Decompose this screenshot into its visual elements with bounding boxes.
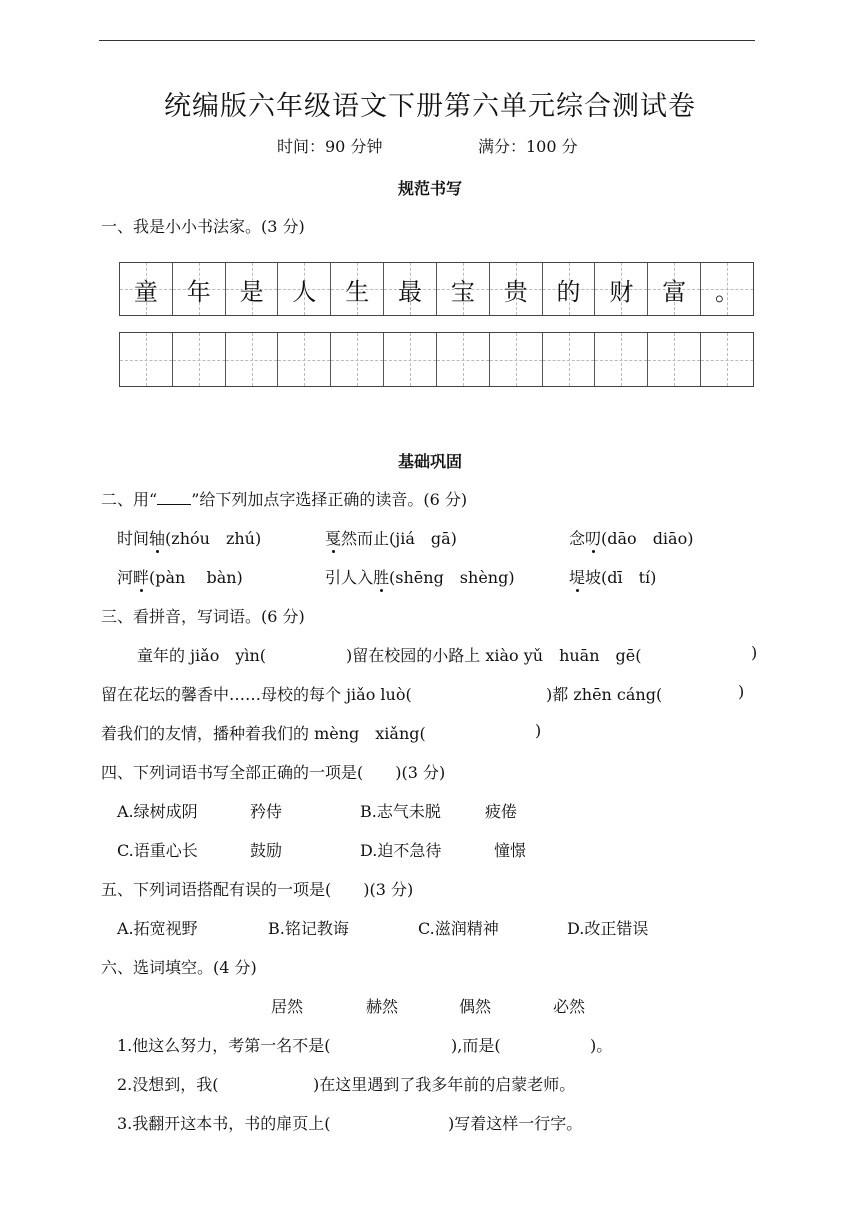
q4-prompt: 四、下列词语书写全部正确的一项是( )(3 分) <box>101 763 446 782</box>
practice-cell[interactable] <box>331 333 384 386</box>
exam-score: 满分：100 分 <box>478 137 578 156</box>
q6-word-2: 赫然 <box>366 997 399 1016</box>
model-cell <box>384 263 437 315</box>
q2-item-pinyin: (pàn bàn) <box>149 568 243 587</box>
q4-option-a-word: 矜侍 <box>250 802 283 821</box>
model-cell <box>701 263 753 315</box>
model-char: 。 <box>715 277 740 306</box>
q3-line-3b: ) <box>535 721 542 740</box>
exam-time: 时间：90 分钟 <box>277 137 383 156</box>
top-rule <box>99 40 755 41</box>
q2-item-pinyin: 然而止(jiá gā) <box>341 529 457 548</box>
model-cell <box>595 263 648 315</box>
q3-line-2b: )都 zhēn cáng( <box>546 685 663 704</box>
q5-option-c[interactable]: C.滋润精神 <box>418 919 499 938</box>
calligraphy-model-grid <box>119 262 754 316</box>
model-cell <box>120 263 173 315</box>
q4-option-b-word: 疲倦 <box>485 802 518 821</box>
practice-cell[interactable] <box>120 333 173 386</box>
q6-sentence-2a: 2.没想到，我( <box>117 1075 219 1094</box>
model-char: 童 <box>133 277 158 306</box>
q4-option-c-word: 鼓励 <box>250 841 283 860</box>
page-title: 统编版六年级语文下册第六单元综合测试卷 <box>164 91 696 122</box>
q2-item-6[interactable] <box>569 565 656 588</box>
q6-sentence-3a: 3.我翻开这本书，书的扉页上( <box>117 1114 331 1133</box>
q3-line-1b: )留在校园的小路上 xiào yǔ huān gē( <box>346 646 642 665</box>
q3-line-1a: 童年的 jiǎo yìn( <box>137 646 267 665</box>
dotted-char: 叨 <box>585 529 602 548</box>
model-char: 的 <box>556 277 581 306</box>
model-cell <box>490 263 543 315</box>
model-char: 最 <box>398 277 423 306</box>
q4-option-c[interactable]: C.语重心长 <box>117 841 198 860</box>
calligraphy-practice-grid[interactable] <box>119 332 754 387</box>
q6-sentence-2b: )在这里遇到了我多年前的启蒙老师。 <box>313 1075 576 1094</box>
q3-line-3a: 着我们的友情，播种着我们的 mèng xiǎng( <box>101 724 426 743</box>
q2-prompt-end: ”给下列加点字选择正确的读音。(6 分) <box>191 490 468 509</box>
q4-option-a[interactable]: A.绿树成阴 <box>117 802 198 821</box>
model-char: 宝 <box>450 277 475 306</box>
q6-word-3: 偶然 <box>459 997 492 1016</box>
model-char: 生 <box>345 277 370 306</box>
q3-prompt: 三、看拼音，写词语。(6 分) <box>101 607 305 626</box>
practice-cell[interactable] <box>226 333 279 386</box>
q3-line-1c: ) <box>751 643 758 662</box>
dotted-char: 戛 <box>325 529 342 548</box>
dotted-char: 轴 <box>149 529 166 548</box>
model-cell <box>648 263 701 315</box>
q2-item-4[interactable] <box>117 565 243 588</box>
model-cell <box>437 263 490 315</box>
practice-cell[interactable] <box>278 333 331 386</box>
q6-sentence-1c: )。 <box>590 1036 613 1055</box>
practice-cell[interactable] <box>543 333 596 386</box>
q2-item-pinyin: (shēng shèng) <box>389 568 515 587</box>
practice-cell[interactable] <box>490 333 543 386</box>
model-char: 财 <box>609 277 634 306</box>
dotted-char: 畔 <box>133 568 150 587</box>
q6-sentence-3b: )写着这样一行字。 <box>448 1114 583 1133</box>
model-char: 人 <box>292 277 317 306</box>
q4-option-b[interactable]: B.志气未脱 <box>360 802 441 821</box>
q2-item-pinyin: 坡(dī tí) <box>585 568 657 587</box>
section-basics: 基础巩固 <box>397 452 462 471</box>
q6-word-4: 必然 <box>553 997 586 1016</box>
model-cell <box>173 263 226 315</box>
q2-item-text: 念 <box>569 529 586 548</box>
practice-cell[interactable] <box>173 333 226 386</box>
model-char: 贵 <box>503 277 528 306</box>
model-char: 富 <box>662 277 687 306</box>
q2-item-text: 河 <box>117 568 134 587</box>
q2-item-pinyin: (zhóu zhú) <box>165 529 262 548</box>
q2-prompt-start: 二、用“ <box>101 490 158 509</box>
q4-option-d-word: 憧憬 <box>494 841 527 860</box>
practice-cell[interactable] <box>384 333 437 386</box>
model-cell <box>331 263 384 315</box>
q5-prompt: 五、下列词语搭配有误的一项是( )(3 分) <box>101 880 414 899</box>
q6-sentence-1b: ),而是( <box>451 1036 501 1055</box>
q4-option-d[interactable]: D.迫不急待 <box>360 841 442 860</box>
q6-prompt: 六、选词填空。(4 分) <box>101 958 257 977</box>
q2-item-3[interactable] <box>569 526 693 549</box>
model-char: 年 <box>186 277 211 306</box>
underline-mark <box>157 492 191 505</box>
q2-item-pinyin: (dāo diāo) <box>601 529 694 548</box>
q2-item-2[interactable] <box>325 526 457 549</box>
q2-prompt <box>101 487 467 510</box>
model-cell <box>278 263 331 315</box>
q3-line-2a: 留在花坛的馨香中……母校的每个 jiǎo luò( <box>101 685 412 704</box>
section-writing: 规范书写 <box>397 179 462 198</box>
practice-cell[interactable] <box>437 333 490 386</box>
practice-cell[interactable] <box>701 333 753 386</box>
q6-word-1: 居然 <box>271 997 304 1016</box>
q3-line-2c: ) <box>738 682 745 701</box>
model-cell <box>226 263 279 315</box>
q6-sentence-1a: 1.他这么努力，考第一名不是( <box>117 1036 331 1055</box>
q2-item-text: 引人入 <box>325 568 374 587</box>
q5-option-a[interactable]: A.拓宽视野 <box>117 919 198 938</box>
q2-item-5[interactable] <box>325 565 515 588</box>
q5-option-d[interactable]: D.改正错误 <box>567 919 649 938</box>
q2-item-text: 时间 <box>117 529 150 548</box>
q5-option-b[interactable]: B.铭记教诲 <box>268 919 349 938</box>
q2-item-1[interactable] <box>117 526 261 549</box>
practice-cell[interactable] <box>595 333 648 386</box>
dotted-char: 胜 <box>373 568 390 587</box>
practice-cell[interactable] <box>648 333 701 386</box>
dotted-char: 堤 <box>569 568 586 587</box>
model-char: 是 <box>239 277 264 306</box>
q1-prompt: 一、我是小小书法家。(3 分) <box>101 217 305 236</box>
model-cell <box>543 263 596 315</box>
